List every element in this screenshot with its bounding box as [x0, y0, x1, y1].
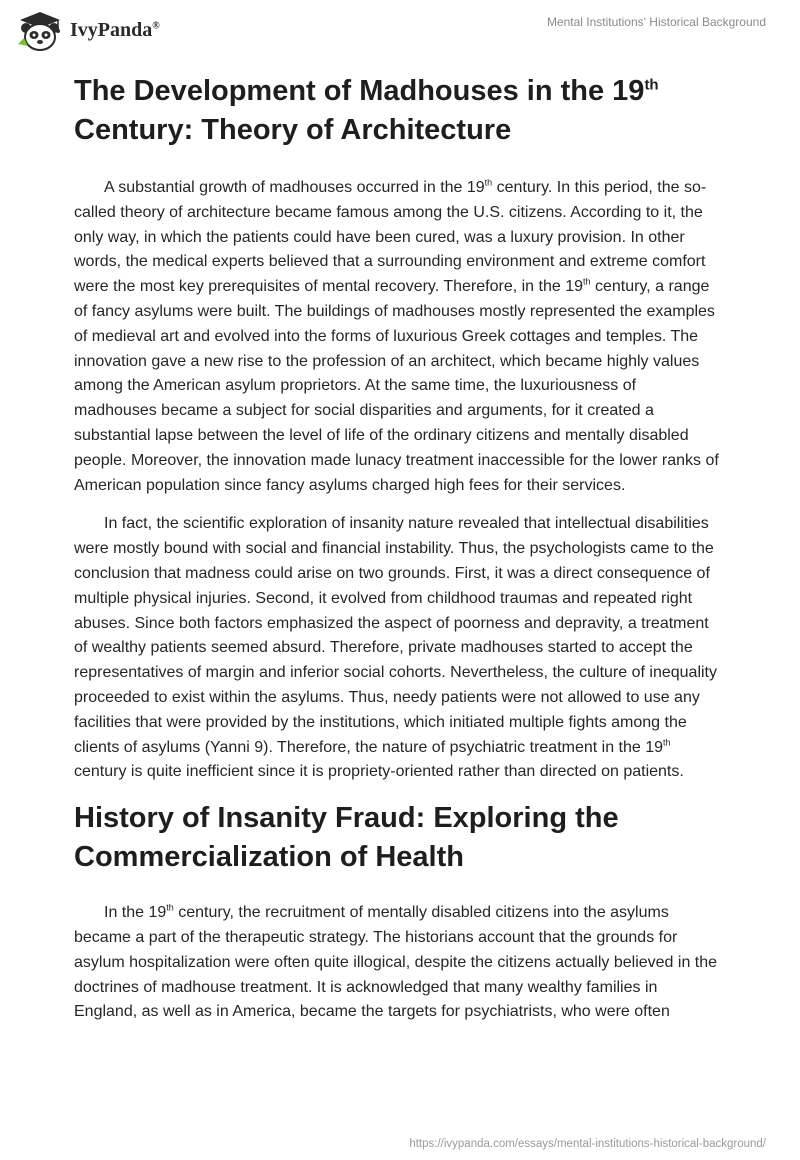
section-heading-architecture: The Development of Madhouses in the 19th Century: Theory of Architecture	[74, 75, 659, 146]
article-body	[74, 72, 722, 1039]
paragraph-insanity-fraud-1: In the 19th century, the recruitment of mentally disabled citizens into the asylums became a part of the therapeutic strategy. The historians account that the grounds for asylum hospitalization were often quite illogical, despite the citizens actually believed in the doctrines of madhouse treatment. It is acknowledged that many wealthy families in England, as well as in America, became the targets for psychiatrists, who were often	[74, 902, 718, 1021]
brand-name: IvyPanda®	[70, 18, 160, 41]
section-heading-insanity-fraud: History of Insanity Fraud: Exploring the Commercialization of Health	[74, 802, 619, 874]
paragraph-architecture-1: A substantial growth of madhouses occurred in the 19th century. In this period, the so-called theory of architecture became famous among the U.S. citizens. According to it, the only way, in which the patients could have been cured, was a luxury provision. In other words, the medical experts believed that a surrounding environment and extreme comfort were the most key prerequisites of mental recovery. Therefore, in the 19th century, a range of fancy asylums were built. The buildings of madhouses mostly represented the examples of medieval art and evolved into the forms of luxurious Greek cottages and temples. The innovation gave a new rise to the profession of an architect, which became highly values among the American asylum proprietors. At the same time, the luxuriousness of madhouses became a subject for social disparities and arguments, for it created a substantial lapse between the level of life of the ordinary citizens and mentally disabled people. Moreover, the innovation made lunacy treatment inaccessible for the lower ranks of American population since fancy asylums charged high fees for their services.	[74, 177, 719, 494]
source-url-link[interactable]: https://ivypanda.com/essays/mental-institutions-historical-background/	[409, 1138, 766, 1150]
paragraph-architecture-2: In fact, the scientific exploration of insanity nature revealed that intellectual disabilities were mostly bound with social and financial instability. Thus, the psychologists came to the conclusion that madness could arise on two grounds. First, it was a direct consequence of multiple physical injuries. Second, it evolved from childhood traumas and repeated right abuses. Since both factors emphasized the aspect of poorness and depravity, a treatment of wealthy patients seemed absurd. Therefore, private madhouses started to accept the representatives of margin and inferior social cohorts. Nevertheless, the culture of inequality proceeded to exist within the asylums. Thus, needy patients were not allowed to use any facilities that were provided by the institutions, which initiated multiple fights among the clients of asylums (Yanni 9). Therefore, the nature of psychiatric treatment in the 19th century is quite inefficient since it is propriety-oriented rather than directed on patients.	[74, 515, 717, 781]
registered-mark: ®	[152, 19, 160, 31]
panda-graduate-icon	[14, 8, 66, 52]
document-title: Mental Institutions' Historical Background	[546, 15, 766, 29]
ivypanda-logo[interactable]	[14, 8, 160, 52]
page-header	[0, 0, 800, 60]
